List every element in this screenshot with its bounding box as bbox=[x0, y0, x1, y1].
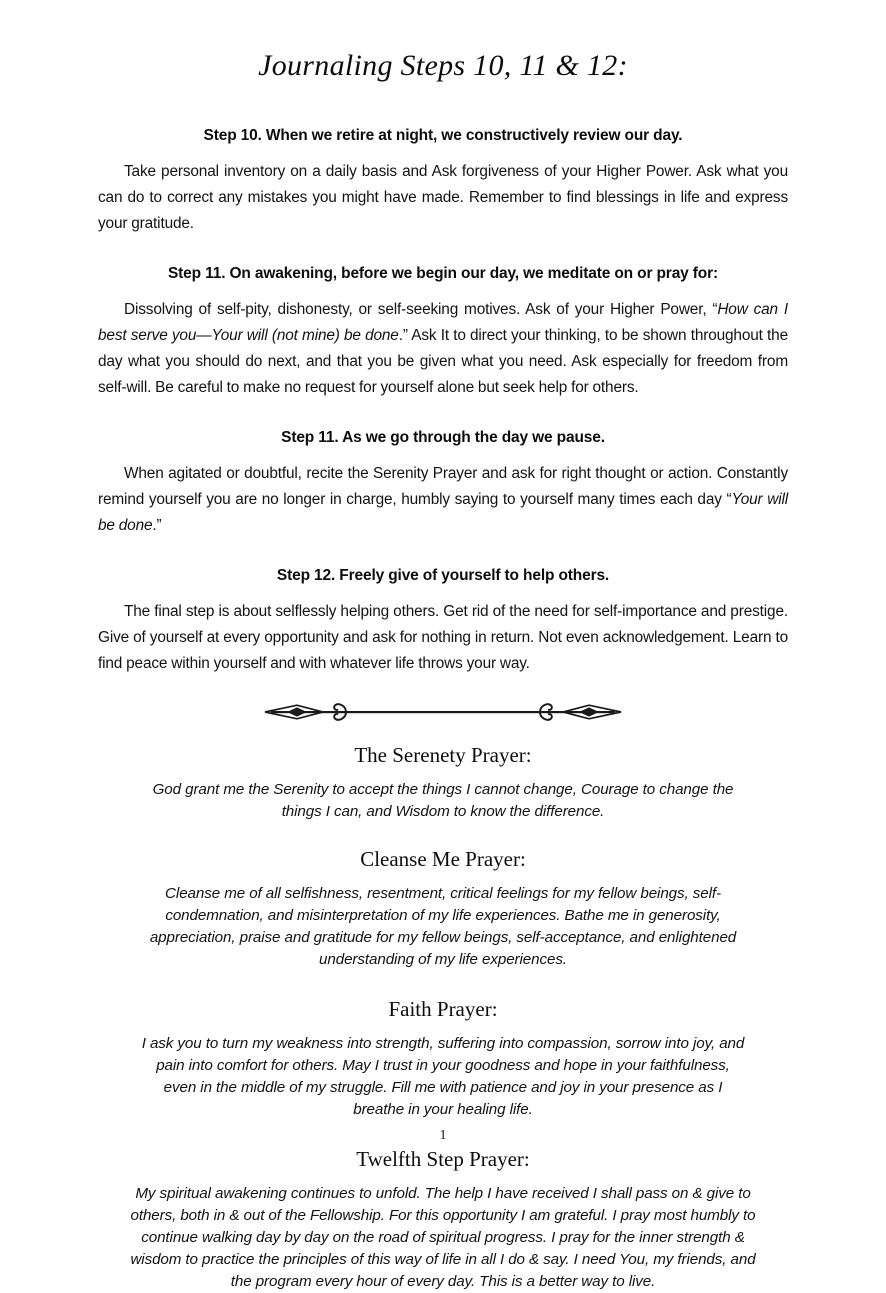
prayer-heading-cleanse-me: Cleanse Me Prayer: bbox=[360, 847, 526, 871]
step-paragraph-11-pause-post: .” bbox=[152, 517, 162, 534]
page-content bbox=[98, 0, 788, 1293]
step-paragraph-12-text: The final step is about selflessly helping others. Get rid of the need for self-importance and prestige. Give of yourself at every opportunity and ask for nothing in return. Not even acknowledgement. Learn to find peace within yourself and with whatever life throws your way. bbox=[98, 603, 788, 672]
step-heading-10: Step 10. When we retire at night, we constructively review our day. bbox=[203, 127, 683, 144]
step-paragraph-11-pause-pre: When agitated or doubtful, recite the Serenity Prayer and ask for right thought or action. Constantly remind yourself you are no longer in charge, humbly saying to yourself many times each day “ bbox=[98, 465, 788, 508]
step-paragraph-12 bbox=[98, 585, 788, 677]
step-paragraph-11-pause-quote: Your will be done bbox=[98, 491, 788, 534]
prayer-text-twelfth-step: My spiritual awakening continues to unfold. The help I have received I shall pass on & give to others, both in & out of the Fellowship. For this opportunity I am grateful. I pray most humbly to continue walking day by day on the road of spiritual progress. I pray for the inner strength & wisdom to practice the principles of this way of life in all I do & say. I need You, my friends, and the program every hour of every day. This is a better way to live. bbox=[130, 1185, 756, 1290]
ornamental-divider-icon bbox=[253, 697, 633, 727]
prayer-text-faith: I ask you to turn my weakness into strength, suffering into compassion, sorrow into joy, and pain into comfort for others. May I trust in your goodness and hope in your faithfulness, even in the middle of my struggle. Fill me with patience and joy in your presence as I breathe in your healing life. bbox=[141, 1035, 745, 1118]
step-paragraph-11-awakening-pre: Dissolving of self-pity, dishonesty, or self-seeking motives. Ask of your Higher Power, “ bbox=[124, 301, 718, 318]
prayer-heading-faith: Faith Prayer: bbox=[388, 997, 498, 1021]
step-heading-12: Step 12. Freely give of yourself to help others. bbox=[276, 567, 610, 584]
page-number: 1 bbox=[439, 1128, 447, 1143]
step-paragraph-10 bbox=[98, 145, 788, 237]
step-paragraph-11-awakening bbox=[98, 283, 788, 401]
prayer-heading-serenity: The Serenety Prayer: bbox=[354, 743, 532, 767]
prayer-text-serenity: God grant me the Serenity to accept the things I cannot change, Courage to change the things I can, and Wisdom to know the difference. bbox=[152, 781, 734, 820]
divider-container bbox=[98, 677, 788, 727]
step-heading-11-pause: Step 11. As we go through the day we pause. bbox=[281, 429, 605, 446]
step-paragraph-10-text: Take personal inventory on a daily basis and Ask forgiveness of your Higher Power. Ask what you can do to correct any mistakes you might have made. Remember to find blessings in life and express your gratitude. bbox=[98, 163, 788, 232]
step-paragraph-11-awakening-post: .” Ask It to direct your thinking, to be shown throughout the day what you should do next, and that you be given what you need. Ask especially for freedom from self-will. Be careful to make no request for yourself alone but seek help for others. bbox=[98, 327, 788, 396]
step-paragraph-11-awakening-quote: How can I best serve you—Your will (not mine) be done bbox=[98, 301, 788, 344]
step-heading-11-awakening: Step 11. On awakening, before we begin our day, we meditate on or pray for: bbox=[167, 265, 719, 282]
prayer-heading-twelfth-step: Twelfth Step Prayer: bbox=[356, 1147, 530, 1171]
page-title: Journaling Steps 10, 11 & 12: bbox=[258, 49, 628, 82]
step-paragraph-11-pause bbox=[98, 447, 788, 539]
prayer-text-cleanse-me: Cleanse me of all selfishness, resentment, critical feelings for my fellow beings, self-condemnation, and misinterpretation of my life experiences. Bathe me in generosity, appreciation, praise and gratitude for my fellow beings, self-acceptance, and enlightened understanding of my life experiences. bbox=[149, 885, 737, 968]
